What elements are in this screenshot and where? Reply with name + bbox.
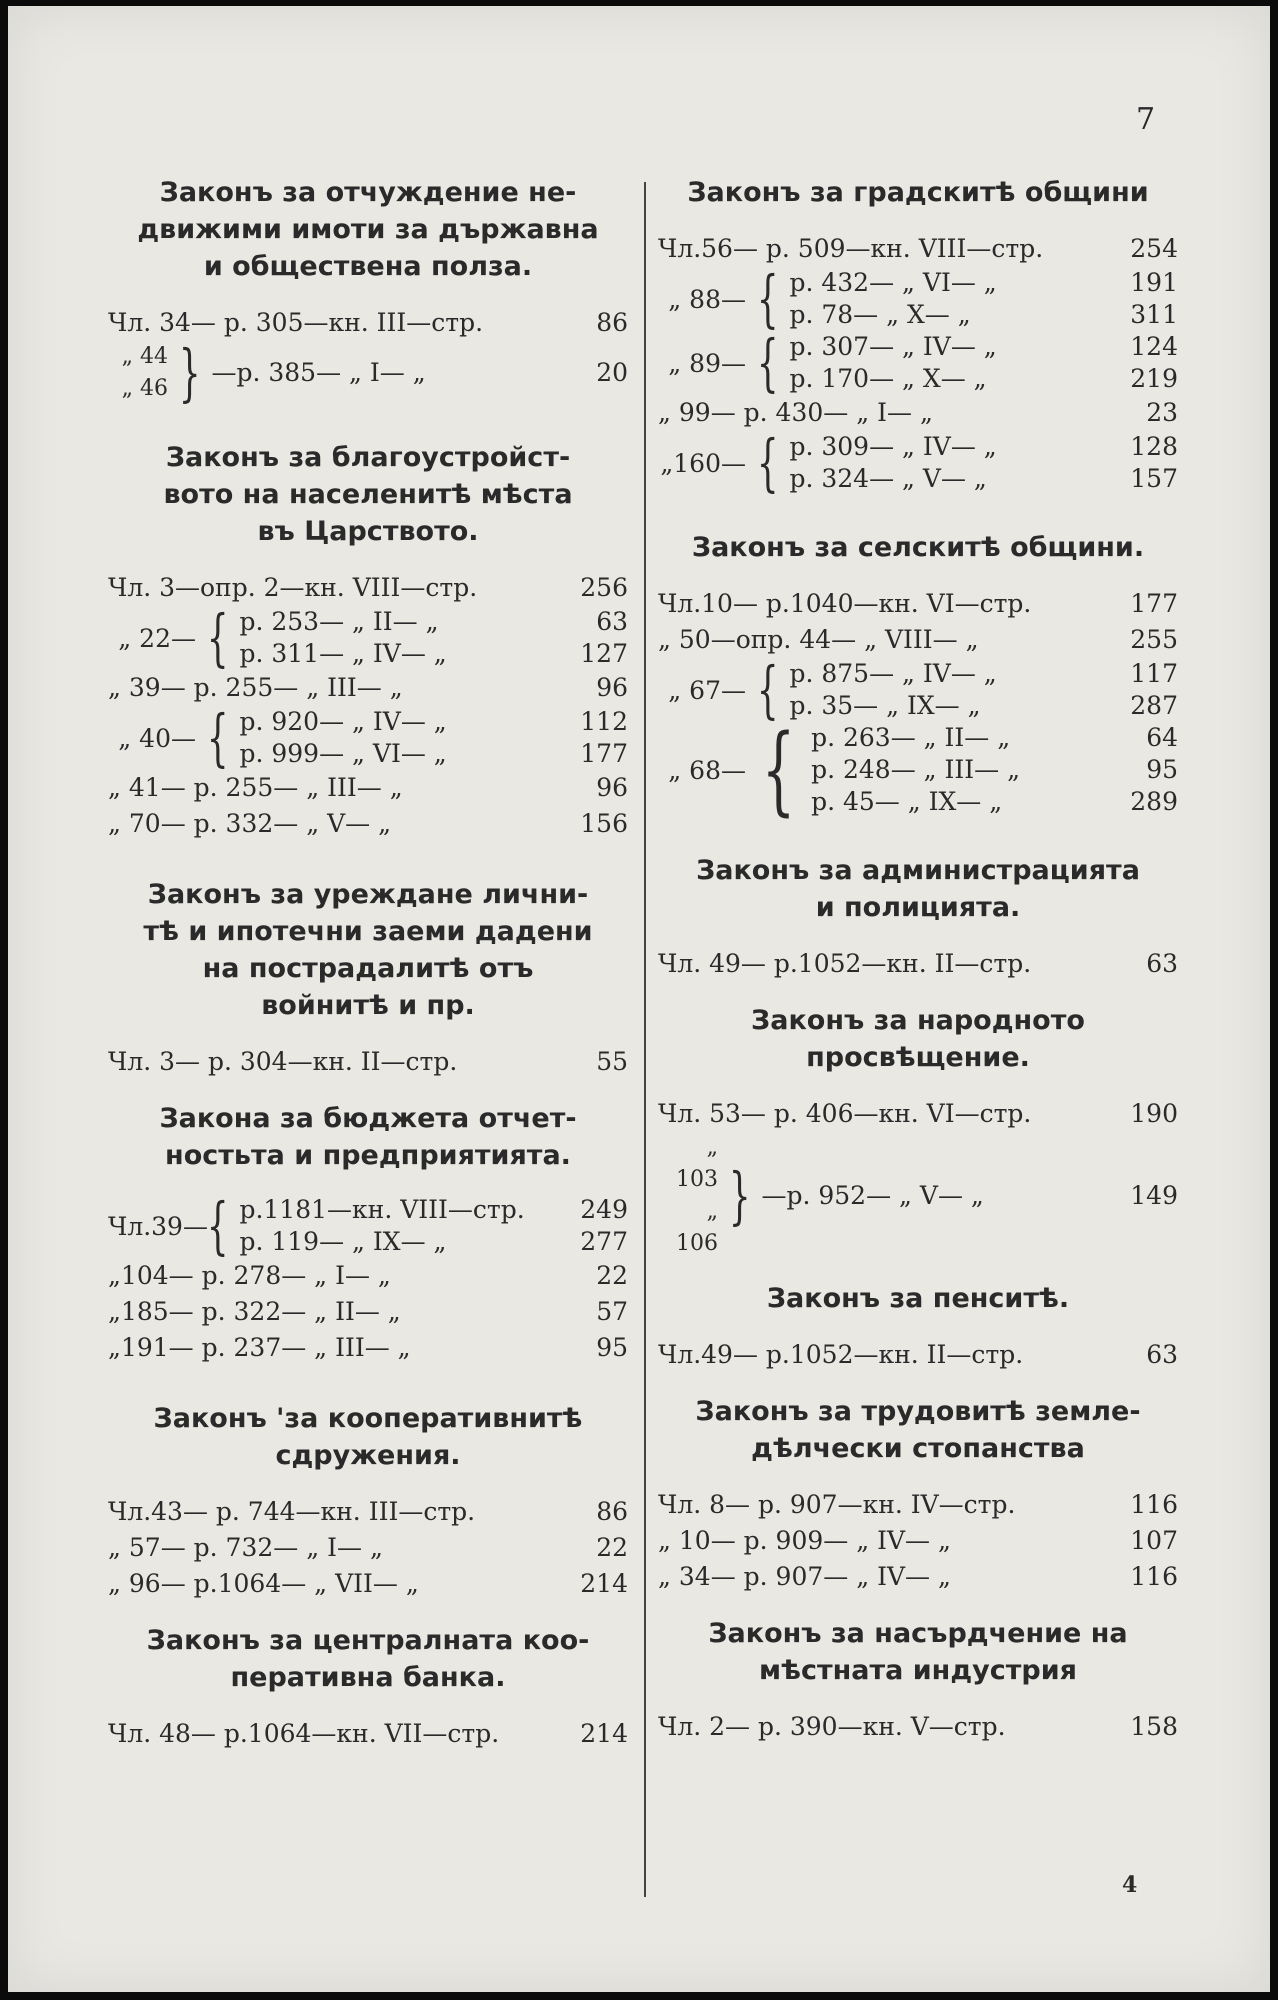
entry-group: „ 89— { р. 307— „ IV— „ 124 р. 170— „ X— „ 219 — [668, 326, 1178, 399]
entry-row: „ 10— р. 909— „ IV— „ 107 — [658, 1526, 1178, 1555]
section-title: мѣстната индустрия — [759, 1655, 1077, 1686]
entry-row: Чл. 49— р.1052—кн. II—стр. 63 — [658, 949, 1178, 978]
section-title: и полицията. — [815, 892, 1021, 923]
entry-group: „ 40— { р. 920— „ IV— „ 112 р. 999— „ VI— „ 177 — [118, 701, 628, 774]
entry-row: „ 96— р.1064— „ VII— „ 214 — [108, 1569, 628, 1598]
entry-row: „ 39— р. 255— „ III— „ 96 — [108, 673, 628, 702]
section-title: и обществена полза. — [203, 251, 533, 282]
left-column — [108, 174, 628, 1752]
section-title: движими имоти за държавна — [137, 214, 599, 245]
section-title: войнитѣ и пр. — [261, 990, 475, 1021]
brace-icon: } — [728, 1159, 751, 1232]
entry-group: „ 88— { р. 432— „ VI— „ 191 р. 78— „ X— „ 311 — [668, 262, 1178, 335]
section-title: Законъ за благоустройст- — [165, 442, 571, 473]
entry-row: „191— р. 237— „ III— „ 95 — [108, 1333, 628, 1362]
entry-group: „ 67— { р. 875— „ IV— „ 117 р. 35— „ IX— „ 287 — [668, 653, 1178, 726]
entry-row: „185— р. 322— „ II— „ 57 — [108, 1297, 628, 1326]
right-column — [658, 174, 1178, 1745]
entry-row: „ 50—опр. 44— „ VIII— „ 255 — [658, 625, 1178, 654]
section-title: Закона за бюджета отчет- — [159, 1103, 577, 1134]
section-industry — [658, 1615, 1178, 1745]
section-urban-planning — [108, 439, 628, 842]
section-title: на пострадалитѣ отъ — [202, 953, 534, 984]
brace-icon: { — [206, 1189, 229, 1262]
entry-group: „ 103 „ 106 } —р. 952— „ V— „ 149 — [676, 1135, 1178, 1256]
section-central-bank — [108, 1622, 628, 1752]
entry-group: „ 22— { р. 253— „ II— „ 63 р. 311— „ IV— „ 127 — [118, 601, 628, 674]
section-title: Законъ за градскитѣ общини — [687, 177, 1149, 208]
section-title: Законъ за отчуждение не- — [159, 177, 577, 208]
section-title: Законъ за народното — [751, 1005, 1085, 1036]
entry-row: „ 99— р. 430— „ I— „ 23 — [658, 398, 1178, 427]
entry-row: Чл. 34— р. 305—кн. III—стр. 86 — [108, 308, 628, 337]
section-title: Законъ за трудовитѣ земле- — [695, 1396, 1141, 1427]
section-expropriation — [108, 174, 628, 409]
section-title: тѣ и ипотечни заеми дадени — [143, 916, 593, 947]
signature-mark: 4 — [1122, 1872, 1138, 1898]
entry-row: Чл. 8— р. 907—кн. IV—стр. 116 — [658, 1490, 1178, 1519]
section-administration — [658, 852, 1178, 982]
section-pensions — [658, 1280, 1178, 1373]
section-title: Законъ 'за кооперативнитѣ — [153, 1403, 583, 1434]
entry-group: „ 68— { р. 263— „ II— „ 64 р. 248— „ III— „ 95 р. 45— „ IX— „ 289 — [668, 714, 1178, 826]
brace-icon: { — [206, 701, 229, 774]
entry-group: „ 44 „ 46 } —р. 385— „ I— „ 20 — [121, 336, 628, 409]
entry-row: Чл.43— р. 744—кн. III—стр. 86 — [108, 1497, 628, 1526]
book-page — [8, 6, 1270, 1992]
brace-icon: } — [178, 336, 201, 409]
section-title: Законъ за централната коо- — [146, 1625, 590, 1656]
entry-row: „ 57— р. 732— „ I— „ 22 — [108, 1533, 628, 1562]
brace-icon: { — [756, 262, 779, 335]
section-education — [658, 1002, 1178, 1260]
section-title: ностьта и предприятията. — [165, 1140, 571, 1171]
section-title: сдружения. — [275, 1440, 461, 1471]
entry-row: Чл.56— р. 509—кн. VIII—стр. 254 — [658, 234, 1178, 263]
entry-row: Чл. 3—опр. 2—кн. VIII—стр. 256 — [108, 573, 628, 602]
entry-group: Чл.39— { р.1181—кн. VIII—стр. 249 р. 119— „ IX— „ 277 — [108, 1189, 628, 1262]
entry-row: Чл. 3— р. 304—кн. II—стр. 55 — [108, 1047, 628, 1076]
section-title: Законъ за селскитѣ общини. — [691, 532, 1145, 563]
section-title: вото на населенитѣ мѣста — [163, 479, 573, 510]
section-rural-municipalities — [658, 529, 1178, 826]
section-title: въ Царството. — [257, 516, 479, 547]
section-cooperatives — [108, 1400, 628, 1602]
section-title: просвѣщение. — [806, 1042, 1030, 1073]
section-title: Законъ за насърдчение на — [708, 1618, 1128, 1649]
page-number: 7 — [1136, 102, 1156, 137]
section-title: Законъ за пенситѣ. — [766, 1283, 1070, 1314]
brace-icon: { — [756, 653, 779, 726]
entry-row: „104— р. 278— „ I— „ 22 — [108, 1261, 628, 1290]
entry-row: Чл. 2— р. 390—кн. V—стр. 158 — [658, 1712, 1178, 1741]
section-title: Законъ за администрацията — [696, 855, 1140, 886]
entry-row: Чл.10— р.1040—кн. VI—стр. 177 — [658, 589, 1178, 618]
entry-row: „ 41— р. 255— „ III— „ 96 — [108, 773, 628, 802]
brace-icon: { — [761, 714, 796, 826]
brace-icon: { — [206, 601, 229, 674]
brace-icon: { — [756, 326, 779, 399]
section-title: Законъ за уреждане лични- — [147, 879, 589, 910]
column-divider — [644, 182, 646, 1897]
brace-icon: { — [756, 426, 779, 499]
entry-row: Чл.49— р.1052—кн. II—стр. 63 — [658, 1340, 1178, 1369]
entry-row: Чл. 48— р.1064—кн. VII—стр. 214 — [108, 1719, 628, 1748]
section-loans — [108, 876, 628, 1080]
section-title: перативна банка. — [230, 1662, 506, 1693]
section-farms — [658, 1393, 1178, 1595]
entry-row: „ 34— р. 907— „ IV— „ 116 — [658, 1562, 1178, 1591]
section-urban-municipalities — [658, 174, 1178, 499]
entry-row: Чл. 53— р. 406—кн. VI—стр. 190 — [658, 1099, 1178, 1128]
section-budget — [108, 1100, 628, 1366]
entry-row: „ 70— р. 332— „ V— „ 156 — [108, 809, 628, 838]
section-title: дѣлчески стопанства — [751, 1433, 1085, 1464]
entry-group: „160— { р. 309— „ IV— „ 128 р. 324— „ V— „ 157 — [660, 426, 1178, 499]
